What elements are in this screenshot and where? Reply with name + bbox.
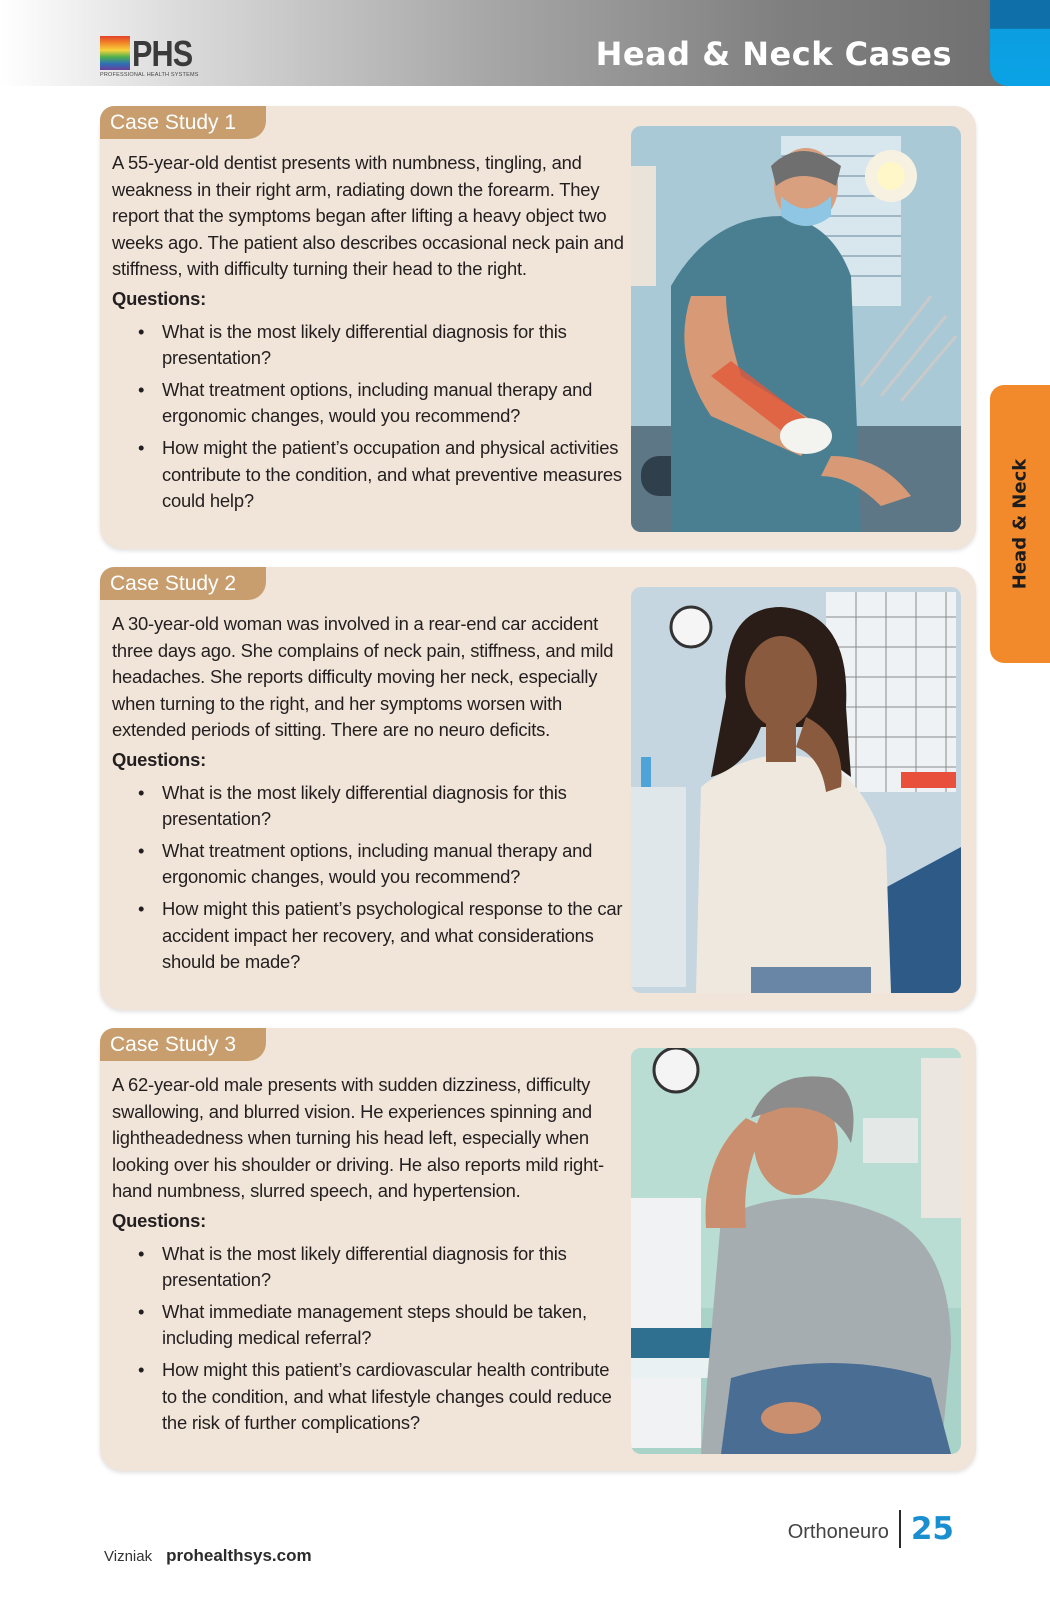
logo-text: PHS [132, 33, 193, 74]
corner-tab [990, 0, 1050, 86]
questions-list [112, 1241, 624, 1437]
woman-neck-pain-illustration [631, 587, 961, 993]
page-title: Head & Neck Cases [595, 35, 952, 73]
question-item: • What treatment options, including manual therapy and ergonomic changes, would you recommend? [112, 377, 624, 430]
logo-mark [100, 36, 130, 70]
question-item: • How might this patient’s cardiovascular health contribute to the condition, and what lifestyle changes could reduce the risk of further complications? [112, 1357, 624, 1437]
case-card-2 [100, 567, 976, 1010]
case-content [112, 150, 624, 520]
case-label: Case Study 3 [100, 1028, 266, 1061]
footer-credit [104, 1546, 312, 1566]
footer-author: Vizniak [104, 1548, 153, 1565]
questions-list [112, 319, 624, 515]
case-card-1 [100, 106, 976, 549]
case-card-3 [100, 1028, 976, 1471]
footer-separator [899, 1510, 901, 1548]
footer-book-title: Orthoneuro [787, 1520, 889, 1543]
question-item: • What is the most likely differential diagnosis for this presentation? [112, 780, 624, 833]
case-description: A 55-year-old dentist presents with numbness, tingling, and weakness in their right arm, radiating down the forearm. They report that the symptoms began after lifting a heavy object two weeks ago. The patient also describes occasional neck pain and stiffness, with difficulty turning their head to the right. [112, 152, 624, 280]
question-item: • What immediate management steps should be taken, including medical referral? [112, 1299, 624, 1352]
page-header [0, 0, 1050, 86]
case-content [112, 1072, 624, 1442]
case-label: Case Study 2 [100, 567, 266, 600]
dentist-arm-pain-illustration [631, 126, 961, 532]
question-item: • How might this patient’s psychological response to the car accident impact her recovery, and what considerations should be made? [112, 896, 624, 976]
questions-heading: Questions: [112, 1209, 207, 1231]
page-number: 25 [910, 1511, 954, 1547]
footer-page-info [788, 1510, 954, 1548]
side-tab-label: Head & Neck [1009, 458, 1031, 590]
question-item: • What treatment options, including manual therapy and ergonomic changes, would you recommend? [112, 838, 624, 891]
question-item: • What is the most likely differential diagnosis for this presentation? [112, 1241, 624, 1294]
questions-heading: Questions: [112, 287, 207, 309]
questions-heading: Questions: [112, 748, 207, 770]
phs-logo [100, 33, 203, 78]
questions-list [112, 780, 624, 976]
footer-site-link[interactable]: prohealthsys.com [166, 1546, 312, 1565]
case-description: A 30-year-old woman was involved in a rear-end car accident three days ago. She complains of neck pain, stiffness, and mild headaches. She reports difficulty moving her neck, especially when turning to the right, and her symptoms worsen with extended periods of sitting. There are no neuro deficits. [112, 613, 614, 741]
man-dizziness-illustration [631, 1048, 961, 1454]
case-description: A 62-year-old male presents with sudden dizziness, difficulty swallowing, and blurred vision. He experiences spinning and lightheadedness when turning his head left, especially when looking over his shoulder or driving. He also reports mild right-hand numbness, slurred speech, and hypertension. [112, 1074, 604, 1202]
case-label: Case Study 1 [100, 106, 266, 139]
section-side-tab[interactable] [990, 385, 1050, 663]
case-content [112, 611, 624, 981]
question-item: • How might the patient’s occupation and physical activities contribute to the condition, and what preventive measures could help? [112, 435, 624, 515]
question-item: • What is the most likely differential diagnosis for this presentation? [112, 319, 624, 372]
logo-subtitle: PROFESSIONAL HEALTH SYSTEMS [100, 72, 199, 78]
